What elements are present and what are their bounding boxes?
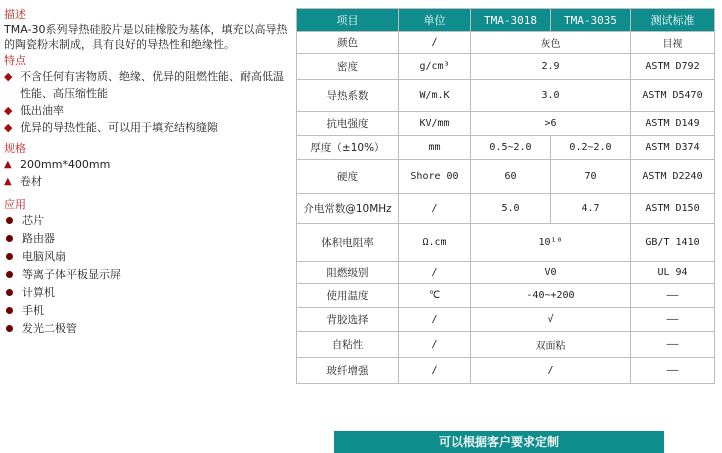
cell-unit: ℃ xyxy=(399,284,471,308)
cell-standard: —— xyxy=(631,308,715,332)
cell-standard: ASTM D2240 xyxy=(631,160,715,194)
cell-value: 双面粘 xyxy=(471,332,631,358)
dot-bullet-icon xyxy=(6,325,13,332)
diamond-bullet-icon: ◆ xyxy=(4,121,13,134)
cell-unit: / xyxy=(399,332,471,358)
feature-item xyxy=(4,119,288,136)
cell-standard: UL 94 xyxy=(631,262,715,284)
application-text: 计算机 xyxy=(22,286,55,299)
cell-standard: —— xyxy=(631,358,715,384)
dot-bullet-icon xyxy=(6,307,13,314)
cell-unit: / xyxy=(399,194,471,224)
cell-unit: W/m.K xyxy=(399,80,471,112)
cell-item: 导热系数 xyxy=(297,80,399,112)
table-row xyxy=(297,80,715,112)
dot-bullet-icon xyxy=(6,289,13,296)
triangle-bullet-icon: ▲ xyxy=(4,159,12,170)
diamond-bullet-icon: ◆ xyxy=(4,104,13,117)
table-row xyxy=(297,160,715,194)
cell-standard: ASTM D149 xyxy=(631,112,715,136)
description-heading: 描述 xyxy=(4,8,26,21)
cell-unit: / xyxy=(399,358,471,384)
feature-text: 不含任何有害物质、绝缘、优异的阻燃性能、耐高低温性能、高压缩性能 xyxy=(20,70,284,100)
table-row xyxy=(297,224,715,262)
cell-value: 2.9 xyxy=(471,54,631,80)
cell-item: 抗电强度 xyxy=(297,112,399,136)
customization-banner: 可以根据客户要求定制 xyxy=(334,431,664,453)
feature-item xyxy=(4,68,288,102)
cell-unit: g/cm³ xyxy=(399,54,471,80)
application-item xyxy=(4,284,288,302)
cell-item: 阻燃级别 xyxy=(297,262,399,284)
cell-value: V0 xyxy=(471,262,631,284)
cell-item: 介电常数@10MHz xyxy=(297,194,399,224)
application-item xyxy=(4,302,288,320)
application-item xyxy=(4,266,288,284)
cell-item: 体积电阻率 xyxy=(297,224,399,262)
cell-value: √ xyxy=(471,308,631,332)
cell-value-3018: 5.0 xyxy=(471,194,551,224)
table-row xyxy=(297,112,715,136)
cell-value-3018: 60 xyxy=(471,160,551,194)
cell-item: 使用温度 xyxy=(297,284,399,308)
application-text: 路由器 xyxy=(22,232,55,245)
cell-item: 背胶选择 xyxy=(297,308,399,332)
application-text: 芯片 xyxy=(22,214,44,227)
cell-unit: KV/mm xyxy=(399,112,471,136)
application-heading: 应用 xyxy=(4,198,26,211)
cell-unit: / xyxy=(399,262,471,284)
feature-text: 低出油率 xyxy=(20,104,64,117)
cell-value: 灰色 xyxy=(471,32,631,54)
cell-standard: GB/T 1410 xyxy=(631,224,715,262)
application-item xyxy=(4,248,288,266)
application-text: 电脑风扇 xyxy=(22,250,66,263)
application-text: 手机 xyxy=(22,304,44,317)
application-text: 等离子体平板显示屏 xyxy=(22,268,121,281)
cell-value-3035: 0.2~2.0 xyxy=(551,136,631,160)
table-row xyxy=(297,54,715,80)
cell-value-3035: 70 xyxy=(551,160,631,194)
cell-standard: ASTM D374 xyxy=(631,136,715,160)
cell-value: >6 xyxy=(471,112,631,136)
features-heading: 特点 xyxy=(4,54,26,67)
table-row xyxy=(297,136,715,160)
spec-item xyxy=(4,173,288,190)
application-item xyxy=(4,320,288,338)
cell-value-3018: 0.5~2.0 xyxy=(471,136,551,160)
cell-value: / xyxy=(471,358,631,384)
cell-item: 厚度（±10%） xyxy=(297,136,399,160)
cell-standard: ASTM D792 xyxy=(631,54,715,80)
diamond-bullet-icon: ◆ xyxy=(4,70,13,83)
cell-unit: / xyxy=(399,308,471,332)
header-item: 项目 xyxy=(297,9,399,32)
cell-unit: mm xyxy=(399,136,471,160)
cell-unit: Shore 00 xyxy=(399,160,471,194)
description-text: TMA-30系列导热硅胶片是以硅橡胶为基体，填充以高导热的陶瓷粉末制成，具有良好的导热性和绝缘性。 xyxy=(4,23,288,51)
table-row xyxy=(297,308,715,332)
spec-text: 200mm*400mm xyxy=(20,158,111,171)
cell-value: 10¹⁰ xyxy=(471,224,631,262)
dot-bullet-icon xyxy=(6,235,13,242)
header-standard: 测试标准 xyxy=(631,9,715,32)
cell-item: 硬度 xyxy=(297,160,399,194)
cell-unit: Ω.cm xyxy=(399,224,471,262)
table-row xyxy=(297,32,715,54)
table-header-row xyxy=(297,9,715,32)
cell-item: 自粘性 xyxy=(297,332,399,358)
cell-item: 玻纤增强 xyxy=(297,358,399,384)
application-text: 发光二极管 xyxy=(22,322,77,335)
cell-standard: ASTM D150 xyxy=(631,194,715,224)
dot-bullet-icon xyxy=(6,253,13,260)
spec-table xyxy=(296,8,715,384)
dot-bullet-icon xyxy=(6,271,13,278)
table-row xyxy=(297,332,715,358)
cell-standard: 目视 xyxy=(631,32,715,54)
spec-item xyxy=(4,156,288,173)
cell-item: 密度 xyxy=(297,54,399,80)
cell-value: -40~+200 xyxy=(471,284,631,308)
spec-text: 卷材 xyxy=(20,175,42,188)
dot-bullet-icon xyxy=(6,217,13,224)
application-item xyxy=(4,230,288,248)
header-unit: 单位 xyxy=(399,9,471,32)
table-row xyxy=(297,358,715,384)
cell-value: 3.0 xyxy=(471,80,631,112)
table-row xyxy=(297,262,715,284)
cell-standard: ASTM D5470 xyxy=(631,80,715,112)
header-tma-3018: TMA-3018 xyxy=(471,9,551,32)
triangle-bullet-icon: ▲ xyxy=(4,176,12,187)
product-description-panel xyxy=(4,8,288,338)
cell-item: 颜色 xyxy=(297,32,399,54)
table-row xyxy=(297,284,715,308)
application-item xyxy=(4,212,288,230)
table-row xyxy=(297,194,715,224)
cell-standard: —— xyxy=(631,284,715,308)
header-tma-3035: TMA-3035 xyxy=(551,9,631,32)
spec-heading: 规格 xyxy=(4,142,26,155)
feature-item xyxy=(4,102,288,119)
cell-standard: —— xyxy=(631,332,715,358)
cell-value-3035: 4.7 xyxy=(551,194,631,224)
feature-text: 优异的导热性能、可以用于填充结构缝隙 xyxy=(20,121,218,134)
cell-unit: / xyxy=(399,32,471,54)
